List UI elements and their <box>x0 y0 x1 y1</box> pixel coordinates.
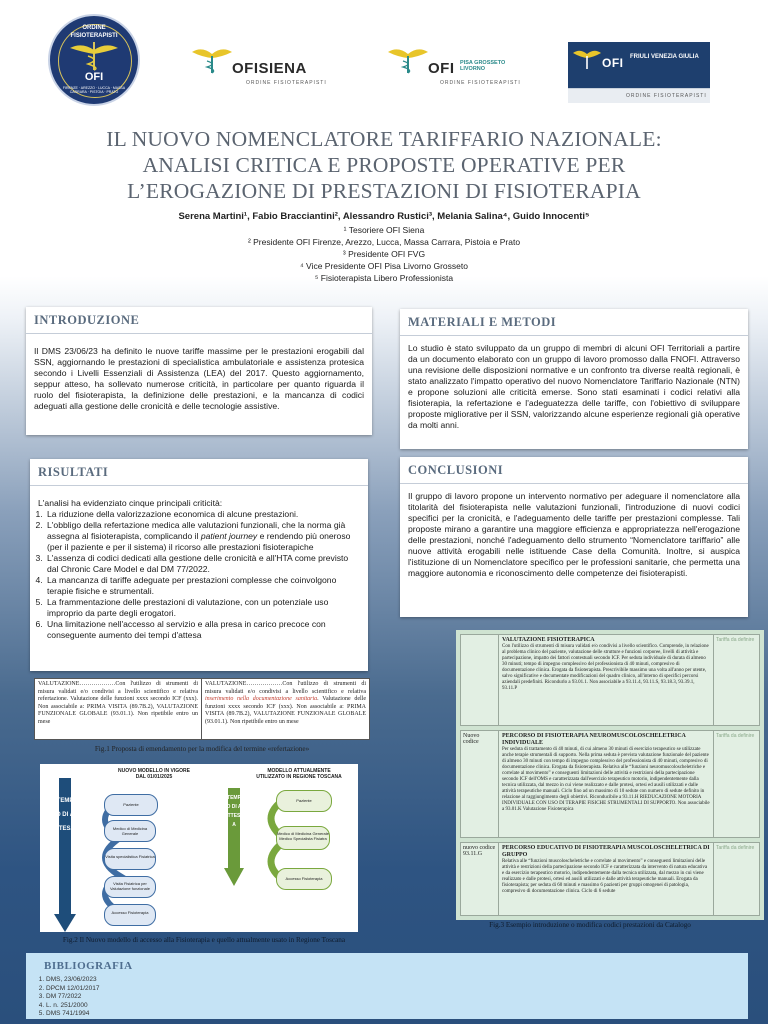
title-line-1: IL NUOVO NOMENCLATORE TARIFFARIO NAZIONALE: <box>106 127 662 151</box>
catalog-heading: PERCORSO DI FISIOTERAPIA NEUROMUSCOLOSCHELETRICA INDIVIDUALE <box>502 733 686 746</box>
right-step-patient: Paziente <box>276 790 332 812</box>
fig2-left-title: NUOVO MODELLO IN VIGORE DAL 01/01/2025 <box>118 768 190 780</box>
left-step-evaluation: Visita Fisiatrica per Valutazione funzionale <box>104 876 156 898</box>
fig3-caption: Fig.3 Esempio introduzione o modifica codici prestazioni da Catalogo <box>489 921 691 929</box>
list-item: 1. La riduzione della valorizzazione economica di alcune prestazioni. <box>45 509 360 520</box>
fig1-original-cell: VALUTAZIONE………………Con l'utilizzo di strumenti di misura validati e/o condivisi a livello scientifico e relativa refertazione. Valutazione delle funzioni xxxx secondo ICF (xxx). Non associabile a: PRIMA VISITA (89.7B.2), VALUTAZIONE FUNZIONALE GLOBALE (93.01.1). Non ripetibile entro un mese <box>34 678 202 740</box>
catalog-heading: PERCORSO EDUCATIVO DI FISIOTERAPIA MUSCOLOSCHELETRICA DI GRUPPO <box>502 845 710 858</box>
catalog-row <box>460 634 760 726</box>
catalog-row <box>460 842 760 916</box>
list-item: 3. L'assenza di codici dedicati alla gestione delle cronicità e all'HTA come previsto dal Chronic Care Model e dal DM 77/2022. <box>45 553 360 575</box>
ofi-siena-logo <box>186 38 358 104</box>
affiliation-5: ⁵ Fisioterapista Libero Professionista <box>314 273 454 283</box>
results-intro: L'analisi ha evidenziato cinque principali criticità: <box>38 498 223 508</box>
results-list <box>30 509 368 641</box>
fvg-brand2: FRIULI VENEZIA GIULIA <box>630 54 699 60</box>
fig2-caption: Fig.2 Il Nuovo modello di accesso alla Fisioterapia e quello attualmente usato in Regione Toscana <box>62 936 346 944</box>
list-item: 4. L. n. 251/2000 <box>46 1002 748 1011</box>
wait-time-label-right: TEMPO DI ATTESA <box>226 795 242 828</box>
list-item: 4. La mancanza di tariffe adeguate per prestazioni complesse che coinvolgono terapie fisiche e strumentali. <box>45 575 360 597</box>
fvg-sub: ORDINE FISIOTERAPISTI <box>626 93 707 99</box>
list-item: 3. DM 77/2022 <box>46 993 748 1002</box>
fig1-amended-cell <box>201 678 370 740</box>
wait-time-label-left: TEMPO DI ATTESA <box>55 798 75 832</box>
catalog-row <box>460 730 760 838</box>
siena-sub: ORDINE FISIOTERAPISTI <box>246 80 327 86</box>
list-item: 1. DMS, 23/06/2023 <box>46 976 748 985</box>
dragonfly-icon <box>386 46 430 74</box>
catalog-tariff: Tariffa da definire <box>713 731 759 837</box>
intro-section <box>26 307 372 435</box>
affiliation-3: ³ Presidente OFI FVG <box>342 249 426 259</box>
bibliography-list <box>26 976 748 1019</box>
pisa-sub: ORDINE FISIOTERAPISTI <box>440 80 521 86</box>
catalog-code <box>461 635 499 725</box>
catalog-description <box>499 843 713 915</box>
logo-ring-text: FIRENZE · AREZZO · LUCCA · MASSA CARRARA · PISTOIA · PRATO <box>62 86 126 94</box>
catalog-body: Per seduta di trattamento di 40 minuti, di cui almeno 30 minuti di esercizio terapeutico se utilizzate anche terapie strumentali di supporto. Nella prima seduta è prevista valutazione funzionale del paziente di almeno 30 minuti con tempo di impegno complessivo del professionista di 40 minuti, compresivo di documentazione clinica. Erogata da fisioterapista. Relativa alle “funzioni neuromuscoloscheletriche e correlate al movimento” e conseguenti limitazioni delle attività e restrizioni della partecipazione secondo ICF dell'OMS e caratterizzata dall'esercizio terapeutico motorio, indipendentemente dalla tecnica utilizzata, dal mezzo in cui viene realizzato e dalle protesi, ortesi ed ausili utilizzati e dalle attività terapeutiche manuali. Ciclo fino ad un massimo di 10 sedute con numero di sedute definito in relazione al raggiungimento degli obiettivi. Riconducibile a 93.11.H RIEDUCAZIONE MOTORIA INDIVIDUALE CON USO DI TERAPIE FISICHE STRUMENTALI DI SUPPORTO. Non associabile a 93.01.K Valutazione Fisioterapica <box>502 747 710 812</box>
logo-text-ordine: ORDINE <box>82 25 106 31</box>
materials-section <box>400 309 748 449</box>
fig3-catalog <box>456 630 764 920</box>
affiliation-2: ² Presidente OFI Firenze, Arezzo, Lucca, Massa Carrara, Pistoia e Prato <box>247 237 521 247</box>
fig2-right-title: MODELLO ATTUALMENTE UTILIZZATO IN REGIONE TOSCANA <box>256 768 342 780</box>
fig1-caption: Fig.1 Proposta di emendamento per la modifica del termine «refertazione» <box>94 745 310 753</box>
left-step-patient: Paziente <box>104 794 158 816</box>
logo-brand-ofi: OFI <box>84 71 104 83</box>
left-step-gp: Medico di Medicina Generale <box>104 820 156 842</box>
catalog-tariff: Tariffa da definire <box>713 843 759 915</box>
title-line-3: L’EROGAZIONE DI PRESTAZIONI DI FISIOTERAPIA <box>127 179 641 203</box>
list-item-text: L'obbligo della refertazione medica alle valutazioni funzionali, che la norma già assegna al fisioterapista, complicando il patient journey e rendendo più oneroso (per il paziente e per il sistema) il ricorso alle prestazioni fisioterapiche <box>47 520 351 552</box>
affiliation-4: ⁴ Vice Presidente OFI Pisa Livorno Grosseto <box>300 261 468 271</box>
left-step-specialist: Visita specialistica Fisiatrica <box>104 848 156 870</box>
fvg-brand: OFI <box>602 56 624 70</box>
authors: Serena Martini¹, Fabio Bracciantini², Alessandro Rustici³, Melania Salina⁴, Guido Innocenti⁵ <box>178 211 590 222</box>
right-step-access: Accesso Fisioterapia <box>276 868 332 890</box>
materials-text: Lo studio è stato sviluppato da un gruppo di membri di alcuni OFI Territoriali a partire da un documento elaborato con un gruppo di lavoro promosso dalla FNOFI. Attraverso una revisione delle disposizioni normative e un confronto tra diverse realtà regionali, è stato analizzato l'impatto operativo del nuovo Nomenclatore Tariffario Nazionale (NTN) e propone soluzioni alle criticità emerse. Sono stati esaminati i codici relativi alla fisioterapia, la refertazione e l'adeguatezza delle tariffe, con l'obiettivo di sviluppare proposte migliorative per il SSN, valorizzando alcune esperienze regionali già operative da molti anni. <box>408 343 740 430</box>
poster-title <box>40 126 728 204</box>
conclusions-heading: CONCLUSIONI <box>408 463 504 477</box>
left-step-access: Accesso Fisioterapia <box>104 904 156 926</box>
dragonfly-icon <box>572 48 602 70</box>
siena-brand: OFISIENA <box>232 60 307 77</box>
bibliography-heading: BIBLIOGRAFIA <box>44 960 133 972</box>
title-line-2: ANALISI CRITICA E PROPOSTE OPERATIVE PER <box>142 153 626 177</box>
right-step-gp-specialist: Medico di Medicina Generale Medico Specialista Fisiatra <box>276 826 330 850</box>
list-item: 6. Una limitazione nell'accesso al servizio e alla presa in carico precoce con conseguente aumento dei tempi d'attesa <box>45 619 360 641</box>
catalog-body: Con l'utilizzo di strumenti di misura validati e/o condivisi a livello scientifico. Comprende, in relazione al problema clinico del paziente, valutazione delle strutture e funzioni corporee, livelli di attività e partecipazione, impatto dei fattori contestuali secondo ICF. Per seduta individuale di durata di almeno 30 minuti; tempo di impegno complessivo del professionista di 40 minuti, compresivo di documentazione clinica. Erogata da fisioterapista. Prescrivibile massimo una volta all'anno per utente, salvo significative e documentate modificazioni del quadro clinico, all'interno di specifici percorsi aziendali predefiniti. Ricondurlo a 93.01.1. Non associabile a 93.11.4, 93.11.S, 93.18.3, 93.39.1, 93.11.P <box>502 644 709 691</box>
catalog-description <box>499 635 713 725</box>
list-item: 5. La frammentazione delle prestazioni di valutazione, con un potenziale uso improprio da parte degli erogatori. <box>45 597 360 619</box>
pisa-brand: OFI <box>428 60 455 77</box>
fig1-table <box>34 678 370 740</box>
ofi-circle-logo <box>48 14 140 106</box>
caduceus-icon <box>68 40 120 72</box>
pisa-brand2: PISA GROSSETO LIVORNO <box>460 60 506 72</box>
fig2-diagram <box>40 764 358 932</box>
catalog-code: nuovo codice 93.11.G <box>461 843 499 915</box>
list-item: 5. DMS 741/1994 <box>46 1010 748 1019</box>
catalog-description <box>499 731 713 837</box>
ofi-pisa-logo <box>382 38 548 104</box>
list-item <box>45 520 360 553</box>
catalog-tariff: Tariffa da definire <box>713 635 759 725</box>
affiliation-1: ¹ Tesoriere OFI Siena <box>343 225 425 235</box>
catalog-heading: VALUTAZIONE FISIOTERAPICA <box>502 637 595 643</box>
fig1-amended-highlight: inserimento nella documentazione sanitaria <box>205 696 318 702</box>
logo-text-fisioterapisti: FISIOTERAPISTI <box>70 33 118 39</box>
intro-heading: INTRODUZIONE <box>34 313 140 327</box>
conclusions-text: Il gruppo di lavoro propone un intervento normativo per adeguare il nomenclatore alla titolarità del fisioterapista nelle valutazioni funzionali, l'introduzione di nuovi codici specifici per la cronicità, e l'adeguamento delle tariffe per prestazioni complesse. Tali proposte mirano a garantire una maggiore efficienza e appropriatezza nell'erogazione delle prestazioni, nonché l'adeguamento dello strumento “Nomenclatore tariffario” alle nuove attività erogabili nelle istituende Case della Comunità. Inoltre, si auspica l'istituzione di un Nomenclatore specifico per le professioni sanitarie, che permetta una maggiore autonomia e riconoscimento delle competenze dei fisioterapisti. <box>408 491 740 578</box>
intro-text: Il DMS 23/06/23 ha definito le nuove tariffe massime per le prestazioni erogabili dal SSN, aggiornando le prestazioni di specialistica ambulatoriale e assistenza protesica secondo i Livelli Essenziali di Assistenza (LEA) del 2017. Questo aggiornamento, seppur atteso, ha sollevato numerose criticità, in particolare per quanto riguarda il ruolo del fisioterapista, la definizione delle prestazioni, e la mancanza di codici adeguati alla gestione delle cronicità e delle tecnologie assistive. <box>34 346 364 411</box>
catalog-body: Relativa alle “funzioni muscoloscheletriche e correlate al movimento” e conseguenti limitazioni delle attività e restrizioni della partecipazione secondo ICF e caratterizzata da intervento di natura educativa e da esercizio terapeutico motorio, indipendentemente dalla tecnica utilizzata, dal mezzo in cui viene realizzato e dalle protesi, ortesi ed ausili utilizzati e dalle attività terapeutiche manuali. Erogata da fisioterapista; per seduta di 60 minuti e massimo 6 pazienti per gruppi omogenei di patologia, compresivo di documentazione clinica. Ciclo di 6 sedute <box>502 859 708 894</box>
fvg-sub-band <box>568 88 710 103</box>
bibliography-section <box>26 953 748 1019</box>
catalog-code: Nuovo codice <box>461 731 499 837</box>
ofi-fvg-logo <box>568 42 710 88</box>
results-heading: RISULTATI <box>38 465 109 479</box>
list-item: 2. DPCM 12/01/2017 <box>46 985 748 994</box>
materials-heading: MATERIALI E METODI <box>408 315 557 329</box>
dragonfly-icon <box>190 46 234 74</box>
fig1-amended-text-b: . Valutazione delle funzioni xxxx secondo ICF (xxx). Non associabile a: PRIMA VISITA (89.7B.2), VALUTAZIONE FUNZIONALE GLOBALE (93.01.1). Non ripetibile entro un mese <box>205 696 366 725</box>
fig1-amended-text-a: VALUTAZIONE………………Con l'utilizzo di strumenti di misura validati e/o condivisi a livello scientifico e relativa <box>205 681 366 695</box>
conclusions-section <box>400 457 748 617</box>
results-section <box>30 459 368 671</box>
